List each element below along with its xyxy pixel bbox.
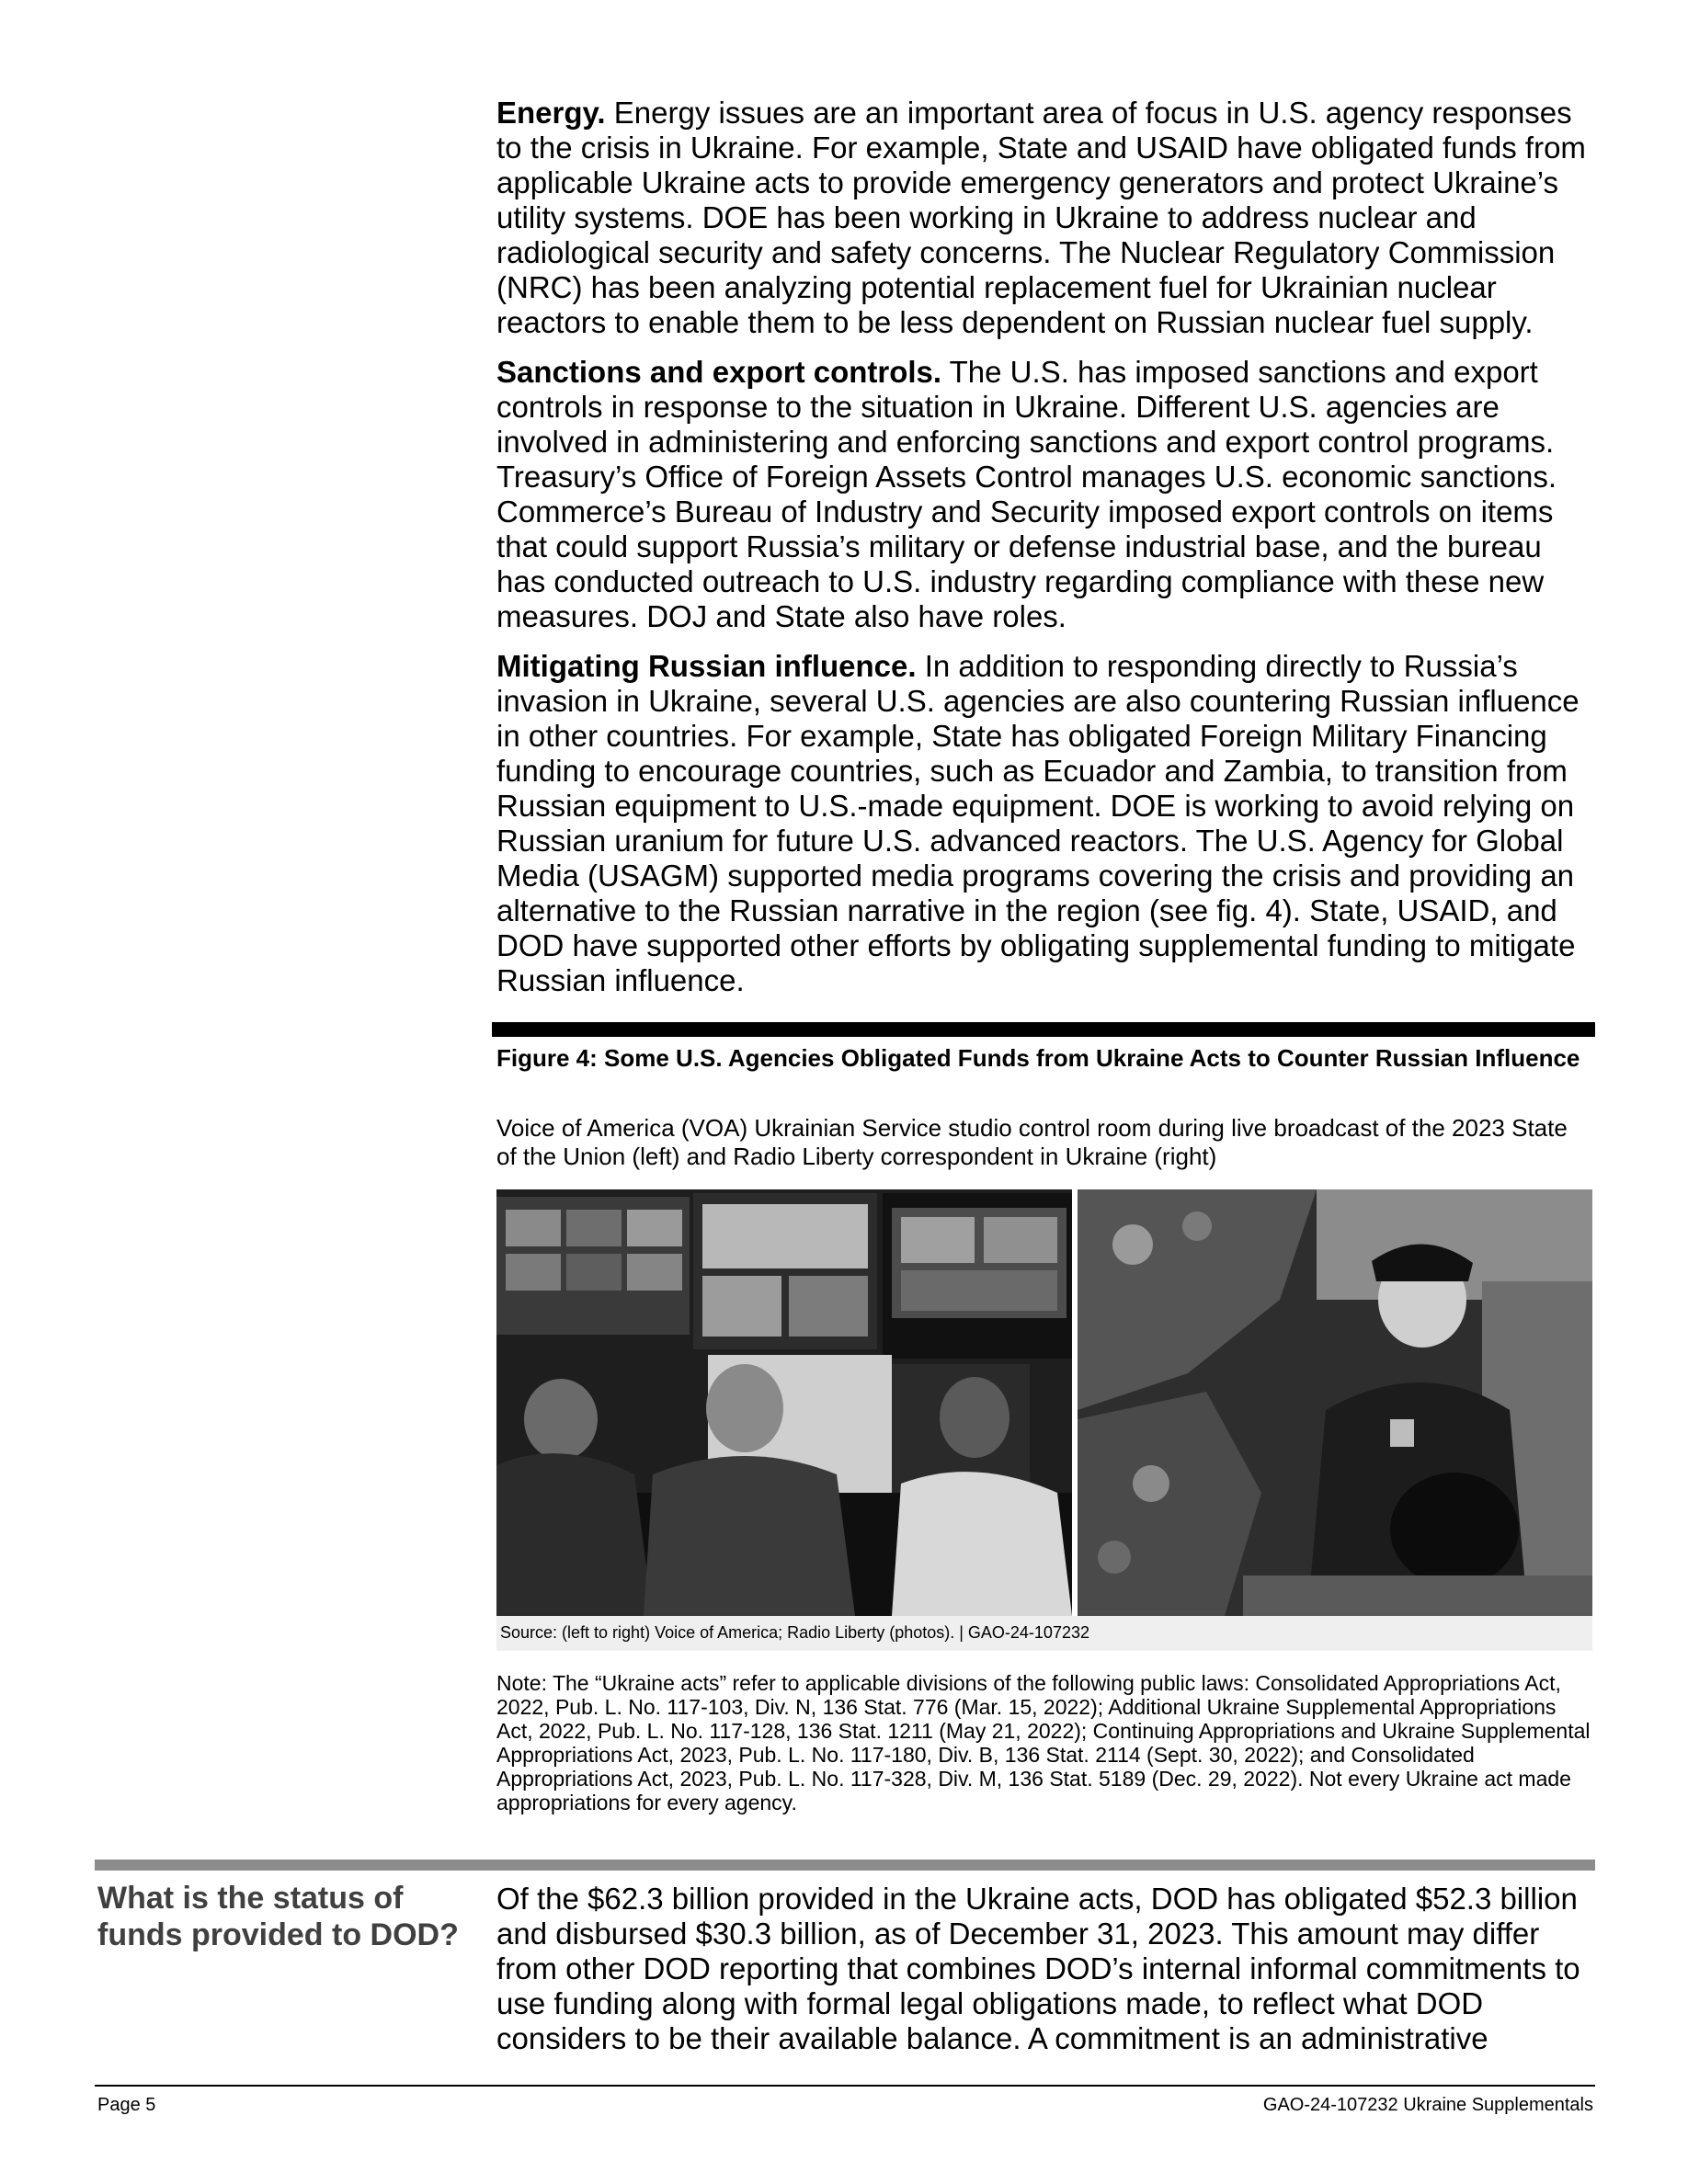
figure-title: Figure 4: Some U.S. Agencies Obligated Funds from Ukraine Acts to Counter Russian Influence bbox=[496, 1044, 1580, 1072]
sanctions-paragraph bbox=[496, 355, 1591, 634]
footer-rule bbox=[95, 2085, 1595, 2087]
paragraph-text: Energy issues are an important area of focus in U.S. agency responses to the crisis in Ukraine. For example, State and USAID have obligated funds from applicable Ukraine acts to provide emergency generators and protect Ukraine’s utility systems. DOE has been working in Ukraine to address nuclear and radiological security and safety concerns. The Nuclear Regulatory Commission (NRC) has been analyzing potential replacement fuel for Ukrainian nuclear reactors to enable them to be less dependent on Russian nuclear fuel supply. bbox=[496, 96, 1586, 339]
figure-subtitle: Voice of America (VOA) Ukrainian Service studio control room during live broadcast of the 2023 State of the Union (left) and Radio Liberty correspondent in Ukraine (right) bbox=[496, 1114, 1568, 1170]
correspondent-photo bbox=[1078, 1189, 1592, 1616]
section-divider bbox=[95, 1860, 1595, 1871]
figure-source: Source: (left to right) Voice of America; Radio Liberty (photos). | GAO-24-107232 bbox=[500, 1623, 1089, 1642]
energy-paragraph bbox=[496, 96, 1591, 340]
status-paragraph: Of the $62.3 billion provided in the Ukraine acts, DOD has obligated $52.3 billion and disbursed $30.3 billion, as of December 31, 2023. This amount may differ from other DOD reporting that combines DOD’s internal informal commitments to use funding along with formal legal obligations made, to reflect what DOD considers to be their available balance. A commitment is an administrative bbox=[496, 1882, 1580, 2055]
paragraph-text: In addition to responding directly to Russia’s invasion in Ukraine, several U.S. agencies are also countering Russian influence in other countries. For example, State has obligated Foreign Military Financing funding to encourage countries, such as Ecuador and Zambia, to transition from Russian equipment to U.S.-made equipment. DOE is working to avoid relying on Russian uranium for future U.S. advanced reactors. The U.S. Agency for Global Media (USAGM) supported media programs covering the crisis and providing an alternative to the Russian narrative in the region (see fig. 4). State, USAID, and DOD have supported other efforts by obligating supplemental funding to mitigate Russian influence. bbox=[496, 649, 1580, 997]
figure-top-rule bbox=[492, 1022, 1595, 1037]
report-number: GAO-24-107232 Ukraine Supplementals bbox=[1262, 2095, 1593, 2115]
figure-note: Note: The “Ukraine acts” refer to applicable divisions of the following public laws: Consolidated Appropriations Act, 2022, Pub. L. No. 117-103, Div. N, 136 Stat. 776 (Mar. 15, 2022); Additional Ukraine Supplemental Appropriations Act, 2022, Pub. L. No. 117-128, 136 Stat. 1211 (May 21, 2022); Continuing Appropriations and Ukraine Supplemental Appropriations Act, 2023, Pub. L. No. 117-180, Div. B, 136 Stat. 2114 (Sept. 30, 2022); and Consolidated Appropriations Act, 2023, Pub. L. No. 117-328, Div. M, 136 Stat. 5189 (Dec. 29, 2022). Not every Ukraine act made appropriations for every agency. bbox=[496, 1671, 1591, 1814]
page-number: Page 5 bbox=[97, 2095, 156, 2115]
paragraph-heading: Energy. bbox=[496, 96, 606, 130]
control-room-photo bbox=[496, 1189, 1072, 1616]
body-text-column bbox=[496, 96, 1591, 1013]
paragraph-heading: Sanctions and export controls. bbox=[496, 355, 942, 389]
status-side-heading: What is the status of funds provided to DOD? bbox=[97, 1881, 459, 1952]
paragraph-text: The U.S. has imposed sanctions and export controls in response to the situation in Ukraine. Different U.S. agencies are involved in administering and enforcing sanctions and export control programs. Treasury’s Office of Foreign Assets Control manages U.S. economic sanctions. Commerce’s Bureau of Industry and Security imposed export controls on items that could support Russia’s military or defense industrial base, and the bureau has conducted outreach to U.S. industry regarding compliance with these new measures. DOJ and State also have roles. bbox=[496, 355, 1557, 633]
russian-influence-paragraph bbox=[496, 649, 1591, 998]
paragraph-heading: Mitigating Russian influence. bbox=[496, 649, 917, 683]
